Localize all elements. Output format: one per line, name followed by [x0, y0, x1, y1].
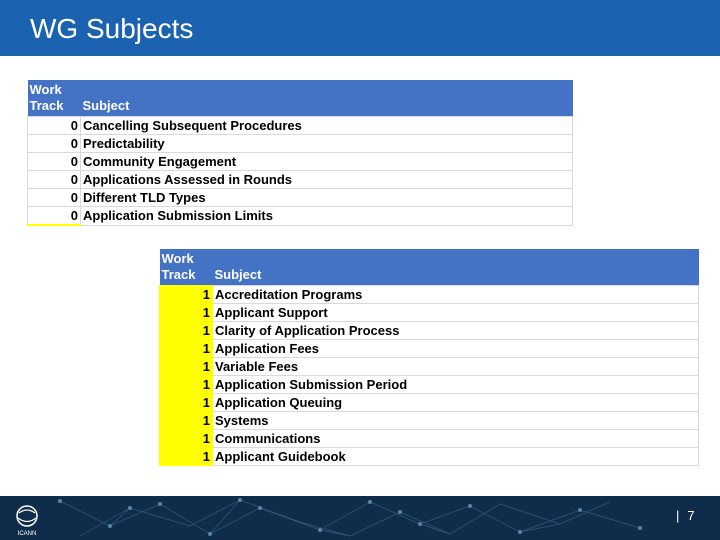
table-row: [160, 322, 699, 340]
work-track-0-table: [27, 80, 573, 226]
network-pattern: [0, 496, 720, 540]
work-track-cell: 1: [160, 340, 213, 358]
page-number-value: 7: [687, 508, 695, 523]
work-track-cell: 0: [28, 153, 81, 171]
table-row: [28, 171, 573, 189]
work-track-cell: 1: [160, 304, 213, 322]
subject-cell: Application Submission Limits: [81, 207, 573, 226]
table-row: [160, 430, 699, 448]
icann-logo: [10, 503, 44, 537]
subject-cell: Systems: [213, 412, 699, 430]
subject-cell: Predictability: [81, 135, 573, 153]
subject-cell: Application Submission Period: [213, 376, 699, 394]
subject-cell: Communications: [213, 430, 699, 448]
table-row: [28, 117, 573, 135]
subject-header: Subject: [213, 249, 699, 286]
work-track-cell: 0: [28, 117, 81, 135]
title-bar: [0, 0, 720, 56]
page-number: | 7: [676, 508, 695, 523]
work-track-cell: 0: [28, 171, 81, 189]
table-row: [160, 448, 699, 466]
slide-title: WG Subjects: [30, 13, 194, 44]
subject-cell: Clarity of Application Process: [213, 322, 699, 340]
subject-header: Subject: [81, 80, 573, 117]
subject-cell: Variable Fees: [213, 358, 699, 376]
subject-cell: Application Queuing: [213, 394, 699, 412]
table-row: [28, 207, 573, 226]
work-track-cell: 1: [160, 448, 213, 466]
work-track-cell: 1: [160, 376, 213, 394]
work-track-cell: 1: [160, 430, 213, 448]
subject-cell: Different TLD Types: [81, 189, 573, 207]
work-track-cell: 1: [160, 358, 213, 376]
work-track-cell: 0: [28, 207, 81, 226]
work-track-header: Work Track: [160, 249, 213, 286]
work-track-cell: 0: [28, 135, 81, 153]
table-row: [160, 358, 699, 376]
subject-cell: Cancelling Subsequent Procedures: [81, 117, 573, 135]
table-row: [160, 394, 699, 412]
work-track-1-table: [159, 249, 699, 466]
table-row: [160, 286, 699, 304]
subject-cell: Application Fees: [213, 340, 699, 358]
table-row: [160, 304, 699, 322]
table-header-row: [28, 80, 573, 117]
subject-cell: Applicant Guidebook: [213, 448, 699, 466]
table-row: [28, 153, 573, 171]
table-row: [160, 340, 699, 358]
work-track-cell: 1: [160, 412, 213, 430]
subject-cell: Accreditation Programs: [213, 286, 699, 304]
table-row: [160, 412, 699, 430]
table-row: [28, 135, 573, 153]
work-track-cell: 0: [28, 189, 81, 207]
work-track-cell: 1: [160, 394, 213, 412]
work-track-cell: 1: [160, 286, 213, 304]
table-header-row: [160, 249, 699, 286]
work-track-cell: 1: [160, 322, 213, 340]
table-row: [160, 376, 699, 394]
subject-cell: Applications Assessed in Rounds: [81, 171, 573, 189]
subject-cell: Applicant Support: [213, 304, 699, 322]
footer-bar: [0, 496, 720, 540]
subject-cell: Community Engagement: [81, 153, 573, 171]
work-track-header: Work Track: [28, 80, 81, 117]
svg-text:ICANN: ICANN: [17, 531, 37, 537]
table-row: [28, 189, 573, 207]
